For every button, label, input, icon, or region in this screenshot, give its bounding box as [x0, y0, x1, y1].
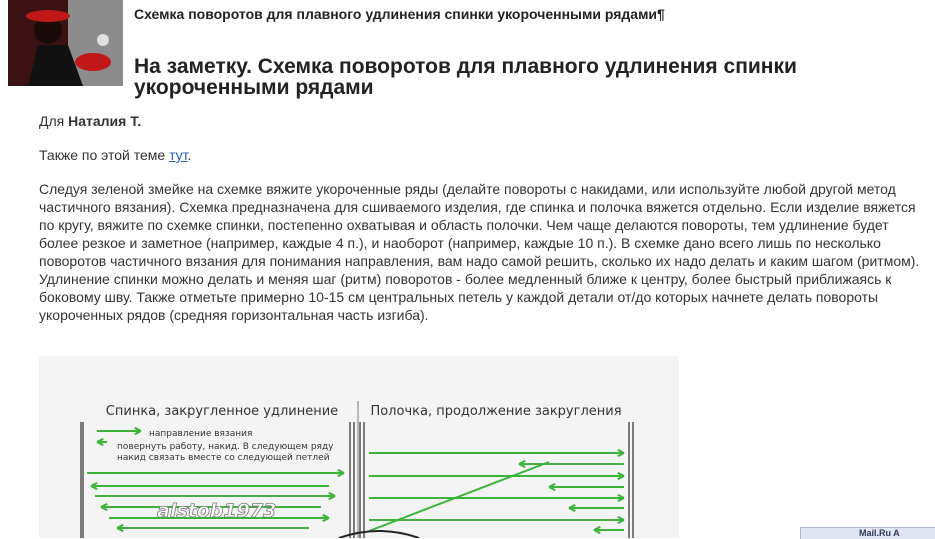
short-row-arrow	[369, 495, 624, 501]
short-row-arrow	[91, 483, 329, 489]
watermark: alstob1973	[157, 500, 277, 522]
avatar[interactable]	[8, 0, 123, 86]
knitting-diagram[interactable]	[39, 356, 679, 538]
diagram-right-title: Полочка, продолжение закругления	[370, 404, 622, 419]
dedication-prefix: Для	[39, 113, 65, 129]
paragraph-1: Следуя зеленой змейке на схемке вяжите укороченные ряды (делайте повороты с накидами, или используйте любой другой метод частичного вязания). Схемка предназначена для сшиваемого изделия, где спинка и полочка вяжется отдельно. Если изделие вяжется по кругу, вяжите по схемке спинки, постепенно охватывая и область полочки. Чем чаще делаются повороты, тем удлинение будет более резкое и заметное (например, каждые 4 п.), и наоборот (например, каждые 10 п.). В схемке дано всего лишь по несколько поворотов частичного вязания для понимания направления, вам надо самой решить, сколько их надо делать и каким шагом (ритмом).	[39, 181, 920, 269]
short-row-arrow	[369, 450, 624, 456]
short-row-arrow	[97, 439, 107, 445]
paragraph-2: Удлинение спинки можно делать и меняя шаг (ритм) поворотов - более медленный ближе к центру, более быстрый приближаясь к боковому шву. Также отметьте примерно 10-15 см центральных петель у каждой детали от/до которых начнете делать повороты укороченных рядов (средняя горизонтальная часть изгиба).	[39, 271, 892, 323]
related-suffix: .	[187, 147, 192, 163]
short-row-arrow	[117, 525, 309, 531]
mail-widget-label: Mail.Ru A	[859, 528, 900, 538]
short-row-arrow	[594, 527, 624, 533]
diagram-left-title: Спинка, закругленное удлинение	[105, 404, 339, 419]
related-prefix: Также по этой теме	[39, 147, 166, 163]
hem-curve	[339, 531, 419, 538]
short-row-arrow	[549, 484, 624, 490]
post-content	[39, 112, 924, 324]
legend-direction: направление вязания	[149, 429, 253, 439]
short-row-arrow	[95, 493, 335, 499]
legend-turn: повернуть работу, накид. В следующем ряду	[117, 442, 334, 452]
legend-yarnover: накид связать вместе со следующей петлей	[117, 453, 330, 463]
page-title: На заметку. Схемка поворотов для плавного удлинения спинки укороченными рядами	[134, 55, 797, 99]
mail-ru-widget[interactable]	[800, 527, 935, 539]
short-row-arrow	[519, 461, 624, 467]
post-title-small[interactable]: Схемка поворотов для плавного удлинения спинки укороченными рядами¶	[134, 6, 665, 22]
short-row-arrow	[87, 470, 344, 476]
dedication-line	[39, 112, 924, 130]
related-link[interactable]: тут	[169, 147, 188, 163]
short-row-arrow	[369, 473, 624, 479]
related-topic-line	[39, 146, 924, 164]
short-row-arrow	[97, 428, 141, 434]
dedication-name: Наталия Т.	[68, 113, 142, 129]
short-row-arrow	[569, 505, 624, 511]
short-row-arrow	[369, 517, 624, 523]
